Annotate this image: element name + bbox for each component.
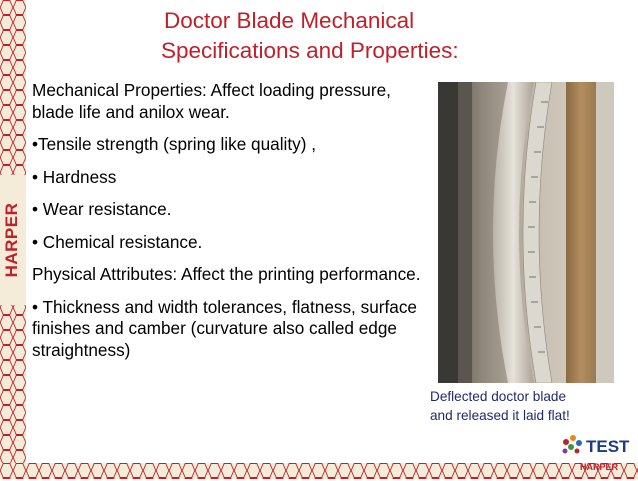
test-logo-harper-text: HARPER — [580, 462, 619, 472]
harper-logo-text: HARPER — [2, 202, 21, 278]
title-line-1: Doctor Blade Mechanical — [164, 8, 415, 33]
honeycomb-pattern-bottom — [0, 463, 638, 479]
mechanical-properties-intro: Mechanical Properties: Affect loading pressure, blade life and anilox wear. — [32, 80, 391, 122]
harper-vertical-logo — [0, 175, 26, 305]
title-line-2: Specifications and Properties: — [161, 38, 459, 63]
bullet-tensile-strength: •Tensile strength (spring like quality) , — [32, 134, 317, 154]
doctor-blade-photo-image — [438, 82, 614, 383]
physical-attributes-intro: Physical Attributes: Affect the printing performance. — [32, 264, 421, 284]
caption-line-1: Deflected doctor blade — [430, 389, 567, 404]
test-logo-graphic — [560, 430, 636, 476]
honeycomb-border-bottom — [0, 463, 638, 479]
photo-caption — [430, 387, 630, 425]
test-logo-dots-icon — [563, 435, 583, 454]
test-harper-logo — [560, 430, 636, 476]
bullet-chemical-resistance: • Chemical resistance. — [32, 231, 203, 252]
caption-line-2: and released it laid flat! — [430, 408, 570, 423]
test-logo-text: TEST — [586, 437, 630, 456]
slide-body — [32, 80, 432, 372]
bullet-hardness: • Hardness — [32, 166, 117, 187]
doctor-blade-photo — [438, 82, 614, 383]
bullet-thickness-tolerances: • Thickness and width tolerances, flatness, surface finishes and camber (curvature also called edge straightness) — [32, 296, 417, 360]
bullet-wear-resistance: • Wear resistance. — [32, 199, 172, 219]
